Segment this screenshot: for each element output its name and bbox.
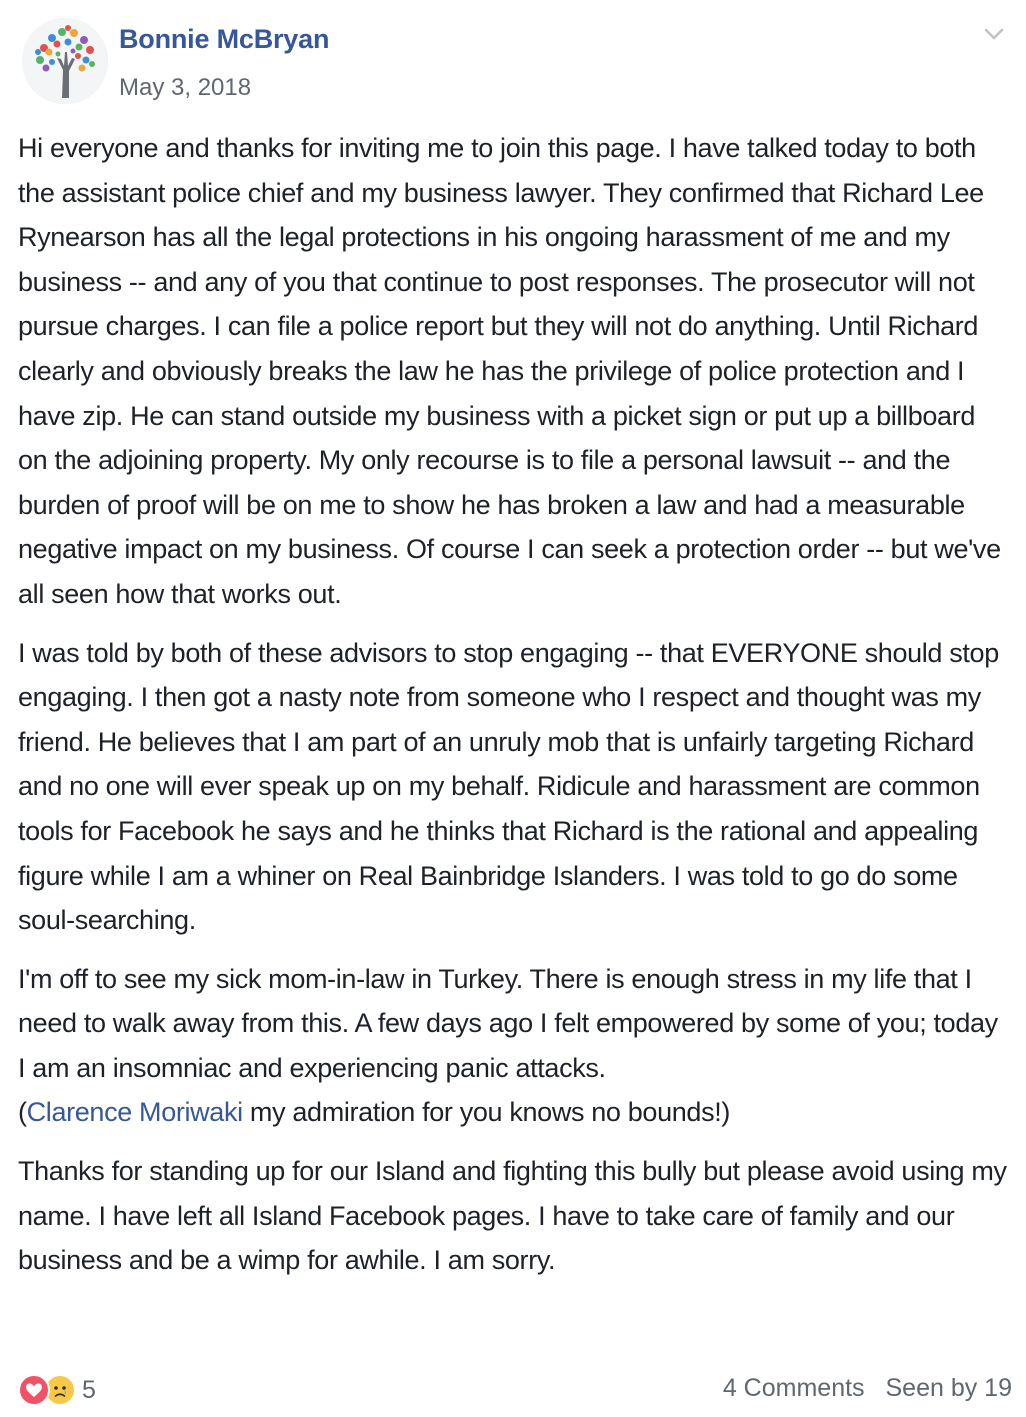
reaction-count: 5 (82, 1375, 96, 1404)
post-paragraph: Hi everyone and thanks for inviting me to join this page. I have talked today to both the assistant police chief and my business lawyer. They confirmed that Richard Lee Rynearson has all the legal protections in his ongoing harassment of me and my business -- and any of you that continue to post responses. The prosecutor will not pursue charges. I can file a police report but they will not do anything. Until Richard clearly and obviously breaks the law he has the privilege of police protection and I have zip. He can stand outside my business with a picket sign or put up a billboard on the adjoining property. My only recourse is to file a personal lawsuit -- and the burden of proof will be on me to show he has broken a law and had a measurable negative impact on my business. Of course I can seek a protection order -- but we've all seen how that works out. (18, 133, 1001, 609)
user-mention-link[interactable]: Clarence Moriwaki (26, 1097, 243, 1128)
chevron-down-icon[interactable] (980, 20, 1008, 48)
reactions-summary[interactable] (18, 1370, 96, 1410)
mention-suffix-text: my admiration for you knows no bounds!) (242, 1097, 731, 1128)
post-paragraph: I was told by both of these advisors to stop engaging -- that EVERYONE should stop engaging. I then got a nasty note from someone who I respect and thought was my friend. He believes that I am part of an unruly mob that is unfairly targeting Richard and no one will ever speak up on my behalf. Ridicule and harassment are common tools for Facebook he says and he thinks that Richard is the rational and appealing figure while I am a whiner on Real Bainbridge Islanders. I was told to go do some soul-searching. (18, 637, 999, 936)
post-stats (709, 1374, 1012, 1403)
post-footer (18, 1370, 1012, 1410)
author-avatar[interactable] (22, 18, 108, 104)
post-paragraph-text: I'm off to see my sick mom-in-law in Turkey. There is enough stress in my life that I need to walk away from this. A few days ago I felt empowered by some of you; today I am an insomniac and experiencing panic attacks. (18, 963, 998, 1083)
love-icon (18, 1374, 50, 1406)
post-header (18, 18, 1008, 110)
seen-by-count[interactable]: Seen by 19 (885, 1374, 1012, 1402)
post-body (18, 126, 1008, 1297)
post-paragraph (18, 957, 1008, 1135)
post-paragraph: Thanks for standing up for our Island and fighting this bully but please avoid using my name. I have left all Island Facebook pages. I have to take care of family and our business and be a wimp for awhile. I am sorry. (18, 1156, 1007, 1276)
comments-count-link[interactable]: 4 Comments (722, 1374, 865, 1402)
author-name[interactable]: Bonnie McBryan (119, 24, 330, 54)
post-date[interactable]: May 3, 2018 (119, 74, 252, 101)
paren-open: ( (18, 1097, 27, 1128)
tree-avatar-icon (22, 18, 108, 104)
